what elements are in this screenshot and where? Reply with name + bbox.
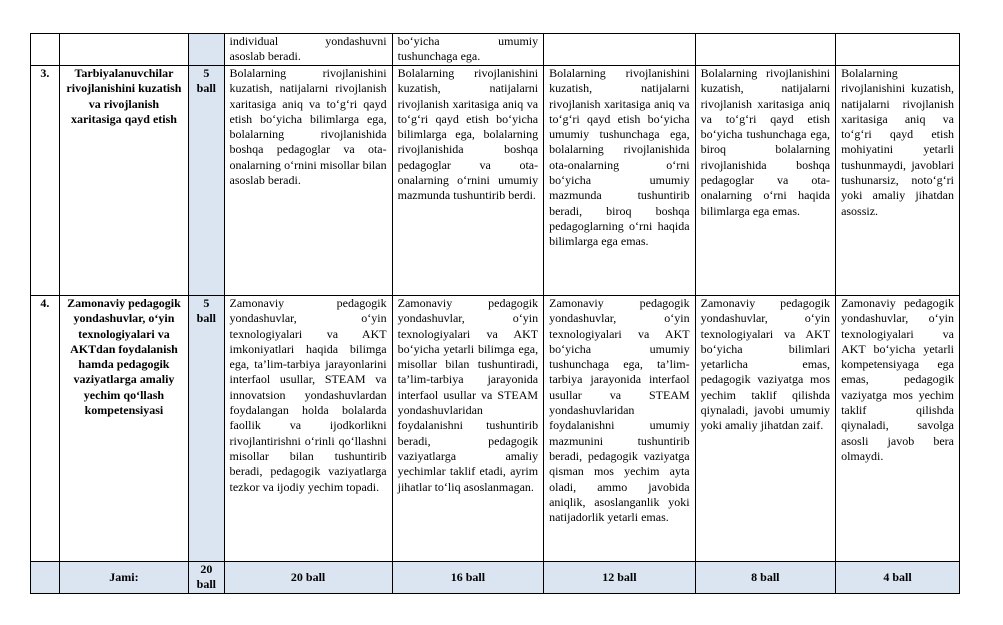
text-line: asoslab beradi. (229, 49, 301, 64)
total-row (31, 562, 960, 594)
criterion-score: 5 ball (189, 66, 224, 296)
score-cell (189, 34, 224, 66)
total-level-8: 8 ball (695, 562, 835, 594)
total-number-cell (31, 562, 60, 594)
level-12-description: Bolalarning rivojlanishini kuzatish, natijalarni rivojlanish xaritasiga aniq va to‘g‘ri qayd etish bo‘yicha umumiy tushunchaga ega, bolalarning rivojlanishida ota-onalarning o‘rni bo‘yicha umumiy mazmunda tushuntirib beradi, biroq boshqa pedagoglarning o‘rni haqida bilimlarga ega emas. (544, 66, 696, 296)
level-16-description: Bolalarning rivojlanishini kuzatish, natijalarni rivojlanish xaritasiga aniq va to‘g‘ri qayd etish bo‘yicha bilimlarga ega, bolalarning rivojlanishida boshqa pedagoglar va ota-onalarning o‘rnini umumiy mazmunda tushuntirib berdi. (392, 66, 544, 296)
total-level-20: 20 ball (224, 562, 392, 594)
total-label: Jami: (59, 562, 188, 594)
level-20-description: Zamonaviy pedagogik yondashuvlar, o‘yin texnologiyalari va AKT imkoniyatlari haqida bilimga ega, ta’lim-tarbiya jarayonlarini interfaol usullar, STEAM va innovatsion yondashuvlardan foydalangan holda bolalarda faollik va ijodkorlikni rivojlantirishni o‘rinli qo‘llashni misollar bilan tushuntirib beradi, pedagogik vaziyatlarga tezkor va ijodiy yechim topadi. (224, 296, 392, 562)
row-number: 4. (31, 296, 60, 562)
text-line: individual yondashuvni (229, 34, 387, 48)
criterion-title: Tarbiyalanuvchilar rivojlanishini kuzatish va rivojlanish xaritasiga qayd etish (59, 66, 188, 296)
total-score: 20 ball (189, 562, 224, 594)
level-12-description (544, 34, 696, 66)
total-level-12: 12 ball (544, 562, 696, 594)
level-4-description: Bolalarning rivojlanishini kuzatish, natijalarni rivojlanish xaritasiga aniq va to‘g‘ri qayd etish mohiyatini yetarli tushunmaydi, javoblari tushunarsiz, noto‘g‘ri yoki amaliy jihatdan asossiz. (836, 66, 960, 296)
level-16-description: Zamonaviy pedagogik yondashuvlar, o‘yin texnologiyalari va AKT bo‘yicha yetarli bilimga ega, misollar bilan tushuntiradi, ta’lim-tarbiya jarayonida interfaol usullar va STEAM yondashuvlaridan foydalanishni tushuntirib beradi, pedagogik vaziyatlarga amaliy yechimlar taklif etadi, ayrim jihatlar to‘liq asoslanmagan. (392, 296, 544, 562)
level-8-description: Zamonaviy pedagogik yondashuvlar, o‘yin texnologiyalari va AKT bo‘yicha bilimlari yetarlicha emas, pedagogik vaziyatga mos yechim taklif qilishda qiynaladi, javobi umumiy yoki amaliy jihatdan zaif. (695, 296, 835, 562)
text-line: tushunchaga ega. (397, 49, 481, 64)
level-8-description: Bolalarning rivojlanishini kuzatish, natijalarni rivojlanish xaritasiga aniq va to‘g‘ri qayd etish bo‘yicha tushunchaga ega, biroq bolalarning rivojlanishida boshqa pedagoglar va ota-onalarning o‘rni haqida bilimlarga ega emas. (695, 66, 835, 296)
level-20-description: Bolalarning rivojlanishini kuzatish, natijalarni rivojlanish xaritasiga aniq va to‘g‘ri qayd etish bo‘yicha bilimlarga ega, bolalarning rivojlanishida boshqa pedagoglar va ota-onalarning o‘rnini misollar bilan asoslab beradi. (224, 66, 392, 296)
text-line: bo‘yicha umumiy (397, 34, 539, 48)
criterion-cell (59, 34, 188, 66)
level-8-description (695, 34, 835, 66)
table-row (31, 296, 960, 562)
table-row (31, 66, 960, 296)
level-12-description: Zamonaviy pedagogik yondashuvlar, o‘yin texnologiyalari va AKT bo‘yicha umumiy tushunchaga ega, ta’lim-tarbiya jarayonida interfaol usullar va STEAM yondashuvlaridan foydalanishni umumiy mazmunini tushuntirib beradi, pedagogik vaziyatga qisman mos yechim ayta oladi, ammo javobida aniqlik, asoslanganlik yoki natijadorlik yetarli emas. (544, 296, 696, 562)
total-level-4: 4 ball (836, 562, 960, 594)
level-4-description (836, 34, 960, 66)
level-20-description (224, 34, 392, 66)
level-4-description: Zamonaviy pedagogik yondashuvlar, o‘yin texnologiyalari va AKT bo‘yicha yetarli kompetensiyaga ega emas, pedagogik vaziyatga mos yechim taklif qilishda qiynaladi, savolga asosli javob bera olmaydi. (836, 296, 960, 562)
level-16-description (392, 34, 544, 66)
rubric-table (30, 33, 960, 594)
row-number: 3. (31, 66, 60, 296)
table-row-continued (31, 34, 960, 66)
criterion-score: 5 ball (189, 296, 224, 562)
total-level-16: 16 ball (392, 562, 544, 594)
criterion-title: Zamonaviy pedagogik yondashuvlar, o‘yin texnologiyalari va AKTdan foydalanish hamda pedagogik vaziyatlarga amaliy yechim qo‘llash kompetensiyasi (59, 296, 188, 562)
number-cell (31, 34, 60, 66)
